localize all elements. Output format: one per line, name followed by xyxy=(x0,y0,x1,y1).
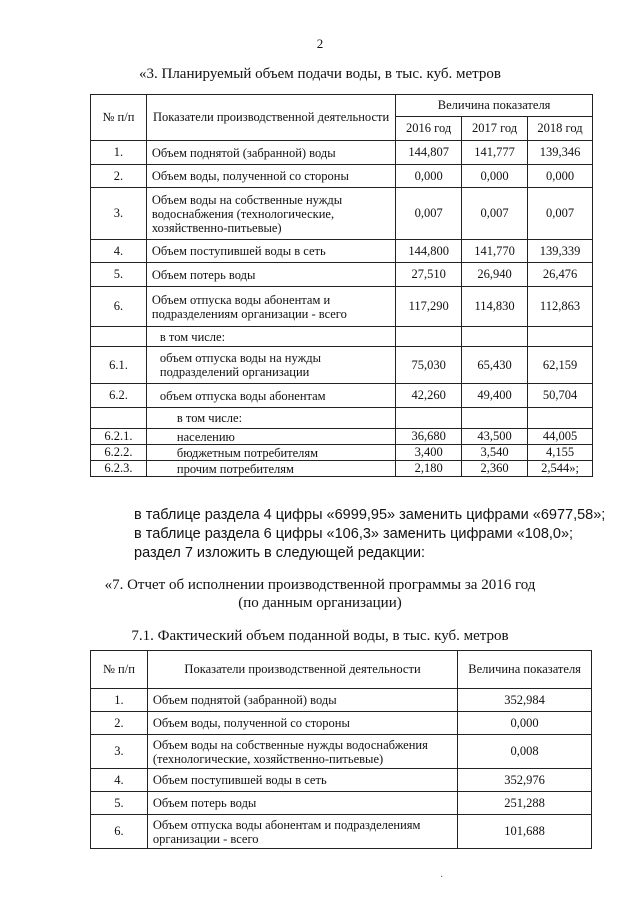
row-num: 3. xyxy=(91,188,147,240)
row-value-2017: 141,770 xyxy=(462,240,528,263)
row-num: 6. xyxy=(91,287,147,327)
table-row xyxy=(91,815,592,849)
table-row xyxy=(91,263,593,287)
header-indicators: Показатели производственной деятельности xyxy=(147,651,457,689)
table-row xyxy=(91,188,593,240)
row-label: объем отпуска воды на нужды подразделений организации xyxy=(146,347,395,384)
row-value-2016: 2,180 xyxy=(396,461,462,477)
table-row xyxy=(91,287,593,327)
table-row xyxy=(91,461,593,477)
header-num: № п/п xyxy=(91,95,147,141)
row-label: Объем отпуска воды абонентам и подразделениям организации - всего xyxy=(147,815,457,849)
row-num: 2. xyxy=(91,165,147,188)
row-value-2017: 43,500 xyxy=(462,429,528,445)
row-num: 6. xyxy=(91,815,148,849)
row-value-2017: 49,400 xyxy=(462,384,528,408)
row-value: 0,000 xyxy=(458,712,592,735)
row-label: Объем поступившей воды в сеть xyxy=(146,240,395,263)
row-value-2017: 3,540 xyxy=(462,445,528,461)
row-label: Объем воды на собственные нужды водоснабжения (технологические, хозяйственно-питьевые) xyxy=(147,735,457,769)
row-value-2018: 62,159 xyxy=(528,347,593,384)
table-row xyxy=(91,689,592,712)
row-label: Объем воды, полученной со стороны xyxy=(147,712,457,735)
header-value: Величина показателя xyxy=(458,651,592,689)
table-row xyxy=(91,347,593,384)
planned-water-supply-table xyxy=(90,94,593,477)
section-7-title xyxy=(0,576,640,612)
row-value-2017 xyxy=(462,408,528,429)
header-indicators: Показатели производственной деятельности xyxy=(146,95,395,141)
row-value: 352,976 xyxy=(458,769,592,792)
row-value-2017: 2,360 xyxy=(462,461,528,477)
row-value-2018: 4,155 xyxy=(528,445,593,461)
row-label: Объем поднятой (забранной) воды xyxy=(146,141,395,165)
row-value-2017 xyxy=(462,327,528,347)
row-value: 0,008 xyxy=(458,735,592,769)
row-num: 6.2. xyxy=(91,384,147,408)
row-value-2016: 144,800 xyxy=(396,240,462,263)
section-7-title-line-2: (по данным организации) xyxy=(238,595,402,611)
table-row xyxy=(91,445,593,461)
row-num: 5. xyxy=(91,263,147,287)
row-value-2018: 139,346 xyxy=(528,141,593,165)
row-value-2016: 75,030 xyxy=(396,347,462,384)
row-value-2018 xyxy=(528,327,593,347)
table-row xyxy=(91,769,592,792)
row-label: бюджетным потребителям xyxy=(146,445,395,461)
row-label: в том числе: xyxy=(146,408,395,429)
header-year-2017: 2017 год xyxy=(462,117,528,141)
row-label: Объем отпуска воды абонентам и подразделениям организации - всего xyxy=(146,287,395,327)
row-value-2018 xyxy=(528,408,593,429)
row-value-2017: 65,430 xyxy=(462,347,528,384)
page-number: 2 xyxy=(316,36,324,51)
scan-mark: · xyxy=(440,872,444,883)
row-num: 1. xyxy=(91,141,147,165)
table-row xyxy=(91,408,593,429)
row-value-2018: 0,007 xyxy=(528,188,593,240)
table-row xyxy=(91,327,593,347)
amendment-line: в таблице раздела 4 цифры «6999,95» заменить цифрами «6977,58»; xyxy=(134,507,606,523)
row-value-2017: 141,777 xyxy=(462,141,528,165)
row-value-2018: 0,000 xyxy=(528,165,593,188)
row-value-2016: 27,510 xyxy=(396,263,462,287)
row-value-2017: 0,007 xyxy=(462,188,528,240)
row-num: 2. xyxy=(91,712,148,735)
section-7-title-line-1: «7. Отчет об исполнении производственной программы за 2016 год xyxy=(104,577,536,593)
row-label: Объем поступившей воды в сеть xyxy=(147,769,457,792)
row-label: объем отпуска воды абонентам xyxy=(146,384,395,408)
row-label: Объем потерь воды xyxy=(147,792,457,815)
row-label: прочим потребителям xyxy=(146,461,395,477)
row-num: 6.1. xyxy=(91,347,147,384)
row-value-2018: 26,476 xyxy=(528,263,593,287)
row-value-2016: 0,000 xyxy=(396,165,462,188)
header-year-2016: 2016 год xyxy=(396,117,462,141)
row-num: 6.2.1. xyxy=(91,429,147,445)
row-value-2016 xyxy=(396,408,462,429)
row-label: Объем воды, полученной со стороны xyxy=(146,165,395,188)
table-row xyxy=(91,165,593,188)
table-row xyxy=(91,240,593,263)
row-label: Объем потерь воды xyxy=(146,263,395,287)
section-7-1-title: 7.1. Фактический объем поданной воды, в тыс. куб. метров xyxy=(131,628,509,644)
table-row xyxy=(91,792,592,815)
table-row xyxy=(91,141,593,165)
row-label: населению xyxy=(146,429,395,445)
row-value-2016: 3,400 xyxy=(396,445,462,461)
row-value-2017: 114,830 xyxy=(462,287,528,327)
row-num: 3. xyxy=(91,735,148,769)
header-year-2018: 2018 год xyxy=(528,117,593,141)
row-num: 6.2.3. xyxy=(91,461,147,477)
row-value-2016: 36,680 xyxy=(396,429,462,445)
row-value-2018: 2,544»; xyxy=(528,461,593,477)
amendment-line: раздел 7 изложить в следующей редакции: xyxy=(134,545,425,561)
row-value-2016: 0,007 xyxy=(396,188,462,240)
table-row xyxy=(91,384,593,408)
row-value: 101,688 xyxy=(458,815,592,849)
row-value-2016 xyxy=(396,327,462,347)
table-row xyxy=(91,712,592,735)
row-label: Объем воды на собственные нужды водоснабжения (технологические, хозяйственно-питьевые) xyxy=(146,188,395,240)
row-value-2016: 144,807 xyxy=(396,141,462,165)
row-num: 6.2.2. xyxy=(91,445,147,461)
section-3-title: «3. Планируемый объем подачи воды, в тыс. куб. метров xyxy=(138,66,502,82)
row-num xyxy=(91,408,147,429)
row-label: в том числе: xyxy=(146,327,395,347)
row-num xyxy=(91,327,147,347)
row-value-2017: 26,940 xyxy=(462,263,528,287)
amendment-line: в таблице раздела 6 цифры «106,3» заменить цифрами «108,0»; xyxy=(134,526,574,542)
row-value-2018: 112,863 xyxy=(528,287,593,327)
row-label: Объем поднятой (забранной) воды xyxy=(147,689,457,712)
row-num: 4. xyxy=(91,769,148,792)
actual-water-supply-table xyxy=(90,650,592,849)
row-num: 1. xyxy=(91,689,148,712)
row-value-2017: 0,000 xyxy=(462,165,528,188)
row-value-2016: 117,290 xyxy=(396,287,462,327)
header-num: № п/п xyxy=(91,651,148,689)
row-value-2018: 50,704 xyxy=(528,384,593,408)
row-value-2018: 139,339 xyxy=(528,240,593,263)
row-value-2016: 42,260 xyxy=(396,384,462,408)
row-num: 5. xyxy=(91,792,148,815)
row-value: 251,288 xyxy=(458,792,592,815)
header-value: Величина показателя xyxy=(396,95,593,117)
table-row xyxy=(91,735,592,769)
row-value: 352,984 xyxy=(458,689,592,712)
amendments-text xyxy=(134,506,605,563)
row-value-2018: 44,005 xyxy=(528,429,593,445)
row-num: 4. xyxy=(91,240,147,263)
table-row xyxy=(91,429,593,445)
